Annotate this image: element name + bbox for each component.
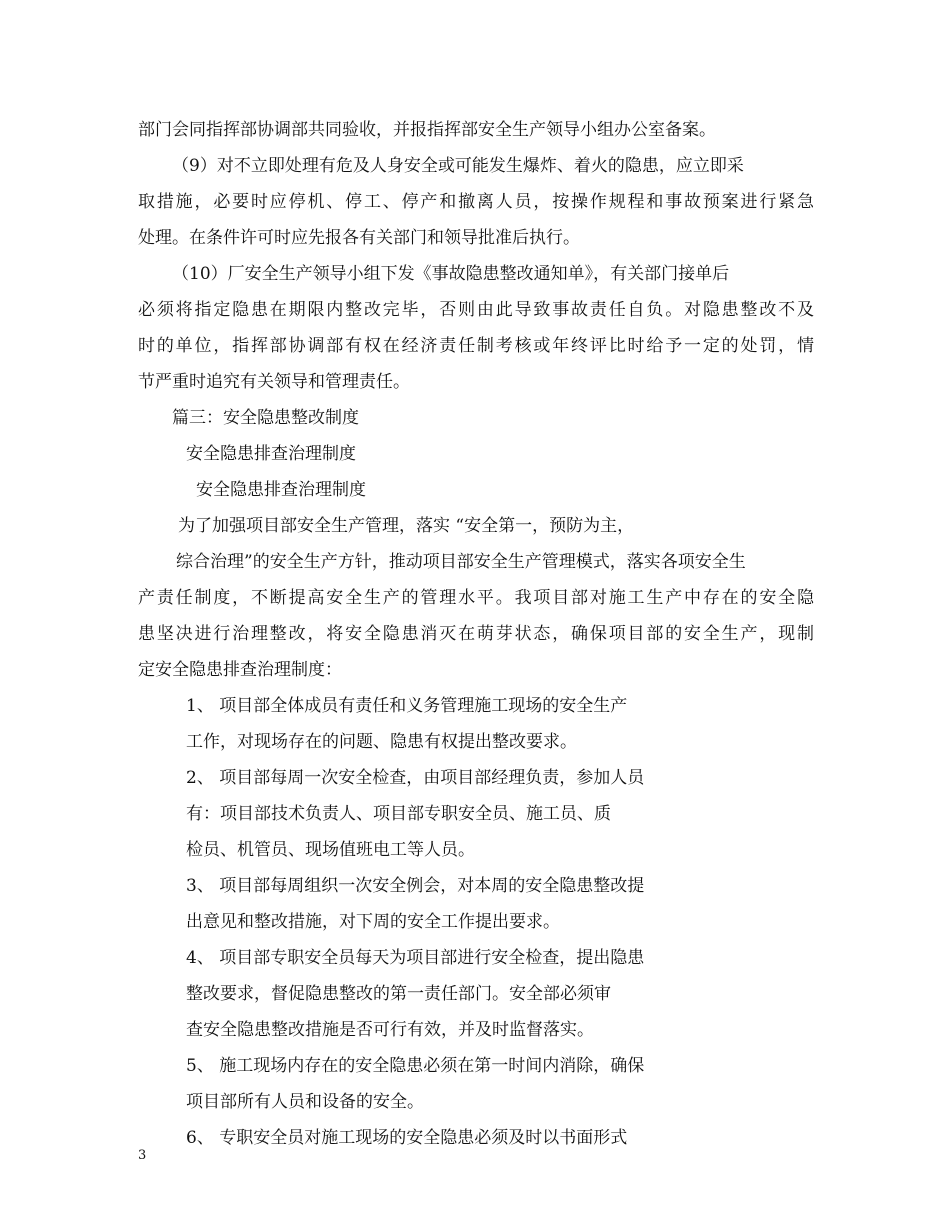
text-line: 部门会同指挥部协调部共同验收，并报指挥部安全生产领导小组办公室备案。: [138, 120, 716, 140]
text-line: （9）对不立即处理有危及人身安全或可能发生爆炸、着火的隐患，应立即采: [172, 156, 744, 176]
section-title: 安全隐患排查治理制度: [196, 480, 366, 500]
text-line: 处理。在条件许可时应先报各有关部门和领导批准后执行。: [138, 228, 580, 248]
section-title: 安全隐患排查治理制度: [186, 444, 356, 464]
section-heading: 篇三：安全隐患整改制度: [172, 408, 359, 428]
list-item: 1、 项目部全体成员有责任和义务管理施工现场的安全生产: [186, 696, 628, 716]
list-item-continuation: 有：项目部技术负责人、项目部专职安全员、施工员、质: [186, 804, 611, 824]
text-line: 定安全隐患排查治理制度：: [138, 660, 342, 680]
list-item-continuation: 出意见和整改措施，对下周的安全工作提出要求。: [186, 912, 560, 932]
text-line: 产责任制度，不断提高安全生产的管理水平。我项目部对施工生产中存在的安全隐: [138, 588, 814, 608]
list-item: 4、 项目部专职安全员每天为项目部进行安全检查，提出隐患: [186, 948, 645, 968]
text-line: 为了加强项目部安全生产管理，落实 “安全第一，预防为主，: [178, 516, 635, 536]
text-line: 时的单位，指挥部协调部有权在经济责任制考核或年终评比时给予一定的处罚，情: [138, 336, 814, 356]
text-line: 患坚决进行治理整改，将安全隐患消灭在萌芽状态，确保项目部的安全生产，现制: [138, 624, 814, 644]
text-line: 节严重时追究有关领导和管理责任。: [138, 372, 410, 392]
list-item-continuation: 检员、机管员、现场值班电工等人员。: [186, 840, 475, 860]
text-line: （10）厂安全生产领导小组下发《事故隐患整改通知单》，有关部门接单后: [172, 264, 730, 284]
list-item-continuation: 整改要求，督促隐患整改的第一责任部门。安全部必须审: [186, 984, 611, 1004]
list-item-continuation: 项目部所有人员和设备的安全。: [186, 1092, 424, 1112]
page-number: 3: [138, 1148, 147, 1163]
list-item: 2、 项目部每周一次安全检查，由项目部经理负责，参加人员: [186, 768, 645, 788]
list-item: 3、 项目部每周组织一次安全例会，对本周的安全隐患整改提: [186, 876, 645, 896]
list-item: 6、 专职安全员对施工现场的安全隐患必须及时以书面形式: [186, 1128, 628, 1148]
text-line: 必须将指定隐患在期限内整改完毕，否则由此导致事故责任自负。对隐患整改不及: [138, 300, 814, 320]
text-line: 取措施，必要时应停机、停工、停产和撤离人员，按操作规程和事故预案进行紧急: [138, 192, 814, 212]
text-line: 综合治理”的安全生产方针，推动项目部安全生产管理模式，落实各项安全生: [176, 552, 746, 572]
list-item-continuation: 工作，对现场存在的问题、隐患有权提出整改要求。: [186, 732, 577, 752]
list-item: 5、 施工现场内存在的安全隐患必须在第一时间内消除，确保: [186, 1056, 645, 1076]
list-item-continuation: 查安全隐患整改措施是否可行有效，并及时监督落实。: [186, 1020, 594, 1040]
